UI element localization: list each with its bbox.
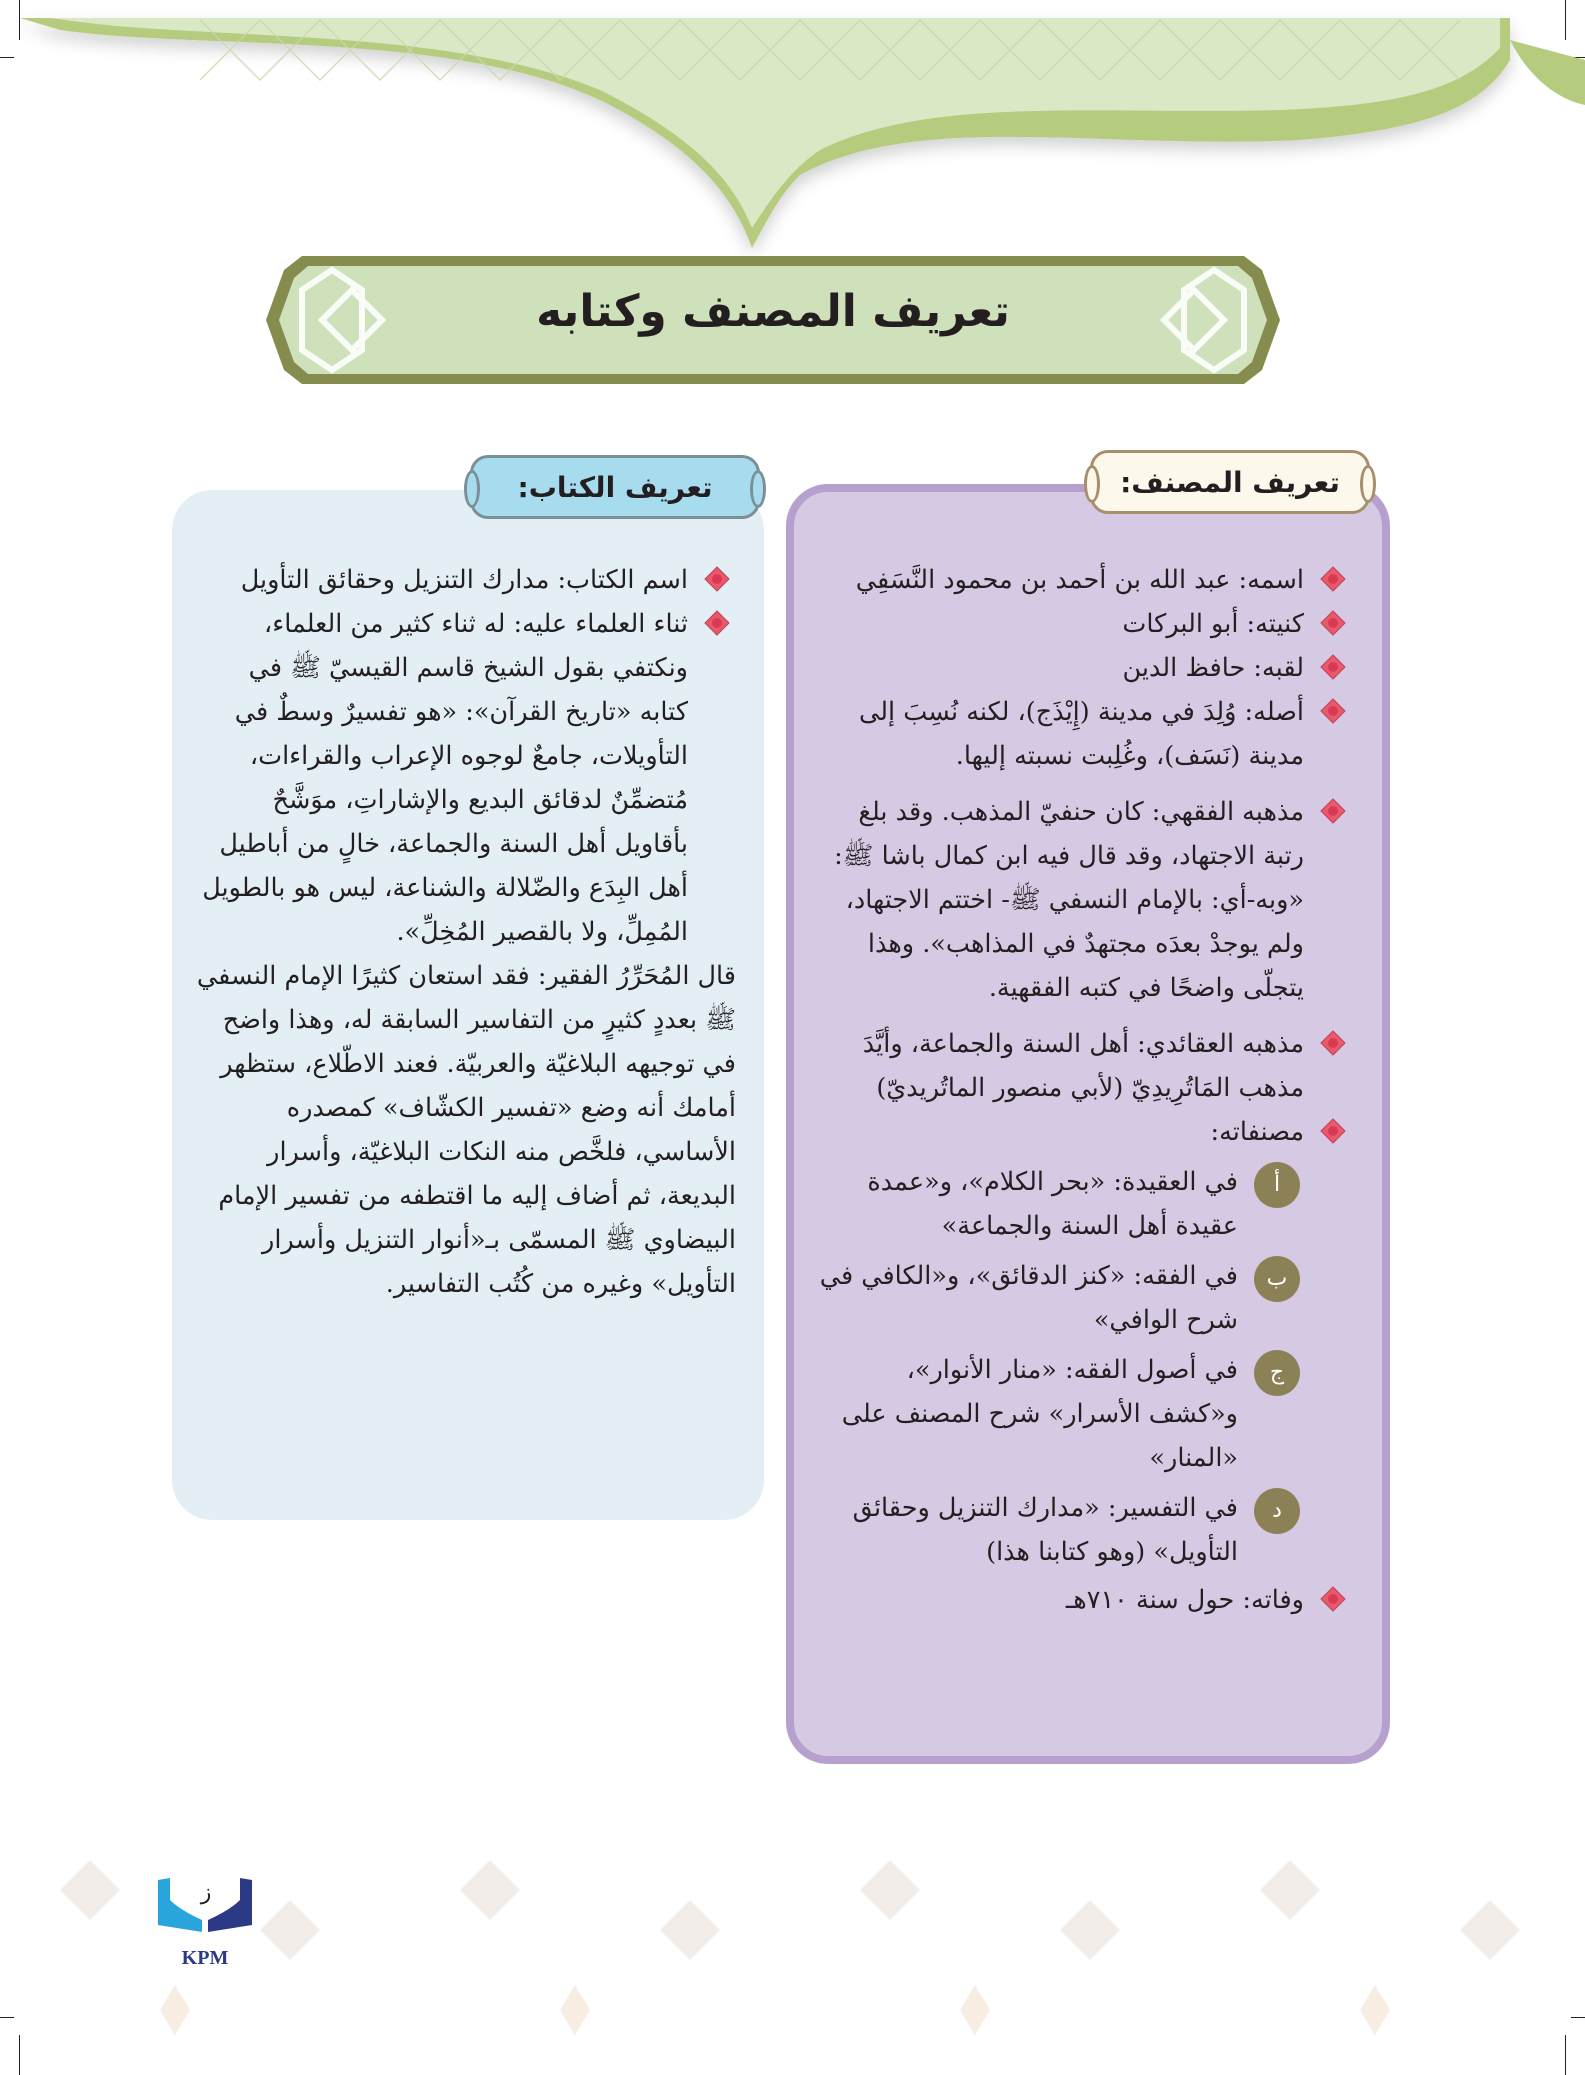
diamond-bullet-icon (1320, 566, 1346, 592)
letter-badge: د (1254, 1488, 1300, 1534)
book-content (196, 558, 736, 1306)
diamond-bullet-icon (704, 610, 730, 636)
author-name-item (812, 558, 1352, 602)
work-text: في أصول الفقه: «منار الأنوار»، و«كشف الأسرار» شرح المصنف على «المنار» (841, 1355, 1238, 1473)
work-text: في الفقه: «كنز الدقائق»، و«الكافي في شرح الوافي» (819, 1261, 1238, 1335)
author-fiqh-school-text: مذهبه الفقهي: كان حنفيّ المذهب. وقد بلغ رتبة الاجتهاد، وقد قال فيه ابن كمال باشا ﷺ: «وبه-أي: بالإمام النسفي ﷺ- اختتم الاجتهاد، ولم يوجدْ بعدَه مجتهدٌ في المذاهب». وهذا يتجلّى واضحًا في كتبه الفقهية. (834, 797, 1304, 1003)
book-praise-item (196, 602, 736, 954)
diamond-bullet-icon (704, 566, 730, 592)
letter-badge: ج (1254, 1350, 1300, 1396)
page-title: تعريف المصنف وكتابه (536, 286, 1010, 337)
letter-badge: أ (1254, 1162, 1300, 1208)
diamond-bullet-icon (1320, 610, 1346, 636)
diamond-bullet-icon (1320, 1586, 1346, 1612)
work-item-aqeedah (812, 1160, 1300, 1248)
author-works-label: مصنفاته: (1210, 1117, 1304, 1147)
author-name-text: اسمه: عبد الله بن أحمد بن محمود النَّسَفِي (855, 565, 1304, 595)
letter-badge: ب (1254, 1256, 1300, 1302)
diamond-bullet-icon (1320, 698, 1346, 724)
book-name-text: اسم الكتاب: مدارك التنزيل وحقائق التأويل (240, 565, 688, 595)
work-item-usul (812, 1348, 1300, 1480)
page-marker: ز (200, 1880, 212, 1905)
author-death-text: وفاته: حول سنة ٧١٠هـ (1065, 1585, 1304, 1615)
work-text: في العقيدة: «بحر الكلام»، و«عمدة عقيدة أهل السنة والجماعة» (867, 1167, 1238, 1241)
diamond-bullet-icon (1320, 798, 1346, 824)
book-name-item (196, 558, 736, 602)
author-section-heading: تعريف المصنف: (1090, 450, 1370, 514)
author-origin-item (812, 690, 1352, 778)
book-praise-text: ثناء العلماء عليه: له ثناء كثير من العلماء، ونكتفي بقول الشيخ قاسم القيسيّ ﷺ في كتابه «تاريخ القرآن»: «هو تفسيرٌ وسطٌ في التأويلات، جامعٌ لوجوه الإعراب والقراءات، مُتضمِّنٌ لدقائق البديع والإشاراتِ، موَشَّحٌ بأقاويل أهل السنة والجماعة، خالٍ من أباطيل أهل البِدَع والضّلالة والشناعة، ليس هو بالطويل المُمِلِّ، ولا بالقصير المُخِلِّ». (202, 609, 688, 947)
work-text: في التفسير: «مدارك التنزيل وحقائق التأويل» (وهو كتابنا هذا) (852, 1493, 1238, 1567)
author-fiqh-school-item (812, 790, 1352, 1010)
work-item-tafsir (812, 1486, 1300, 1574)
title-plaque (262, 250, 1284, 390)
author-content (812, 558, 1352, 1622)
book-section-heading: تعريف الكتاب: (470, 455, 760, 519)
top-banner-decoration (0, 0, 1585, 260)
author-creed-text: مذهبه العقائدي: أهل السنة والجماعة، وأيَّدَ مذهب المَاتُرِيدِيّ (لأبي منصور الماتُريديّ) (862, 1029, 1304, 1103)
publisher-logo (150, 1870, 260, 1970)
work-item-fiqh (812, 1254, 1300, 1342)
diamond-bullet-icon (1320, 654, 1346, 680)
author-death-item (812, 1578, 1352, 1622)
author-title-item (812, 646, 1352, 690)
book-editor-paragraph: قال المُحَرِّرُ الفقير: فقد استعان كثيرًا الإمام النسفي ﷺ بعددٍ كثيرٍ من التفاسير السابقة له، وهذا واضح في توجيهه البلاغيّة والعربيّة. فعند الاطّلاع، ستظهر أمامك أنه وضع «تفسير الكشّاف» كمصدره الأساسي، فلخَّص منه النكات البلاغيّة، وأسرار البديعة، ثم أضاف إليه ما اقتطفه من تفسير الإمام البيضاوي ﷺ المسمّى بـ«أنوار التنزيل وأسرار التأويل» وغيره من كُتُب التفاسير. (196, 961, 736, 1299)
diamond-bullet-icon (1320, 1118, 1346, 1144)
author-works-item (812, 1110, 1352, 1154)
publisher-logo-text: KPM (181, 1947, 229, 1969)
author-kunya-item (812, 602, 1352, 646)
diamond-bullet-icon (1320, 1030, 1346, 1056)
author-kunya-text: كنيته: أبو البركات (1122, 609, 1304, 639)
author-creed-item (812, 1022, 1352, 1110)
author-title-text: لقبه: حافظ الدين (1122, 653, 1304, 683)
author-origin-text: أصله: وُلِدَ في مدينة (إِيْذَج)، لكنه نُسِبَ إلى مدينة (نَسَف)، وغُلِبت نسبته إليها. (859, 697, 1304, 771)
